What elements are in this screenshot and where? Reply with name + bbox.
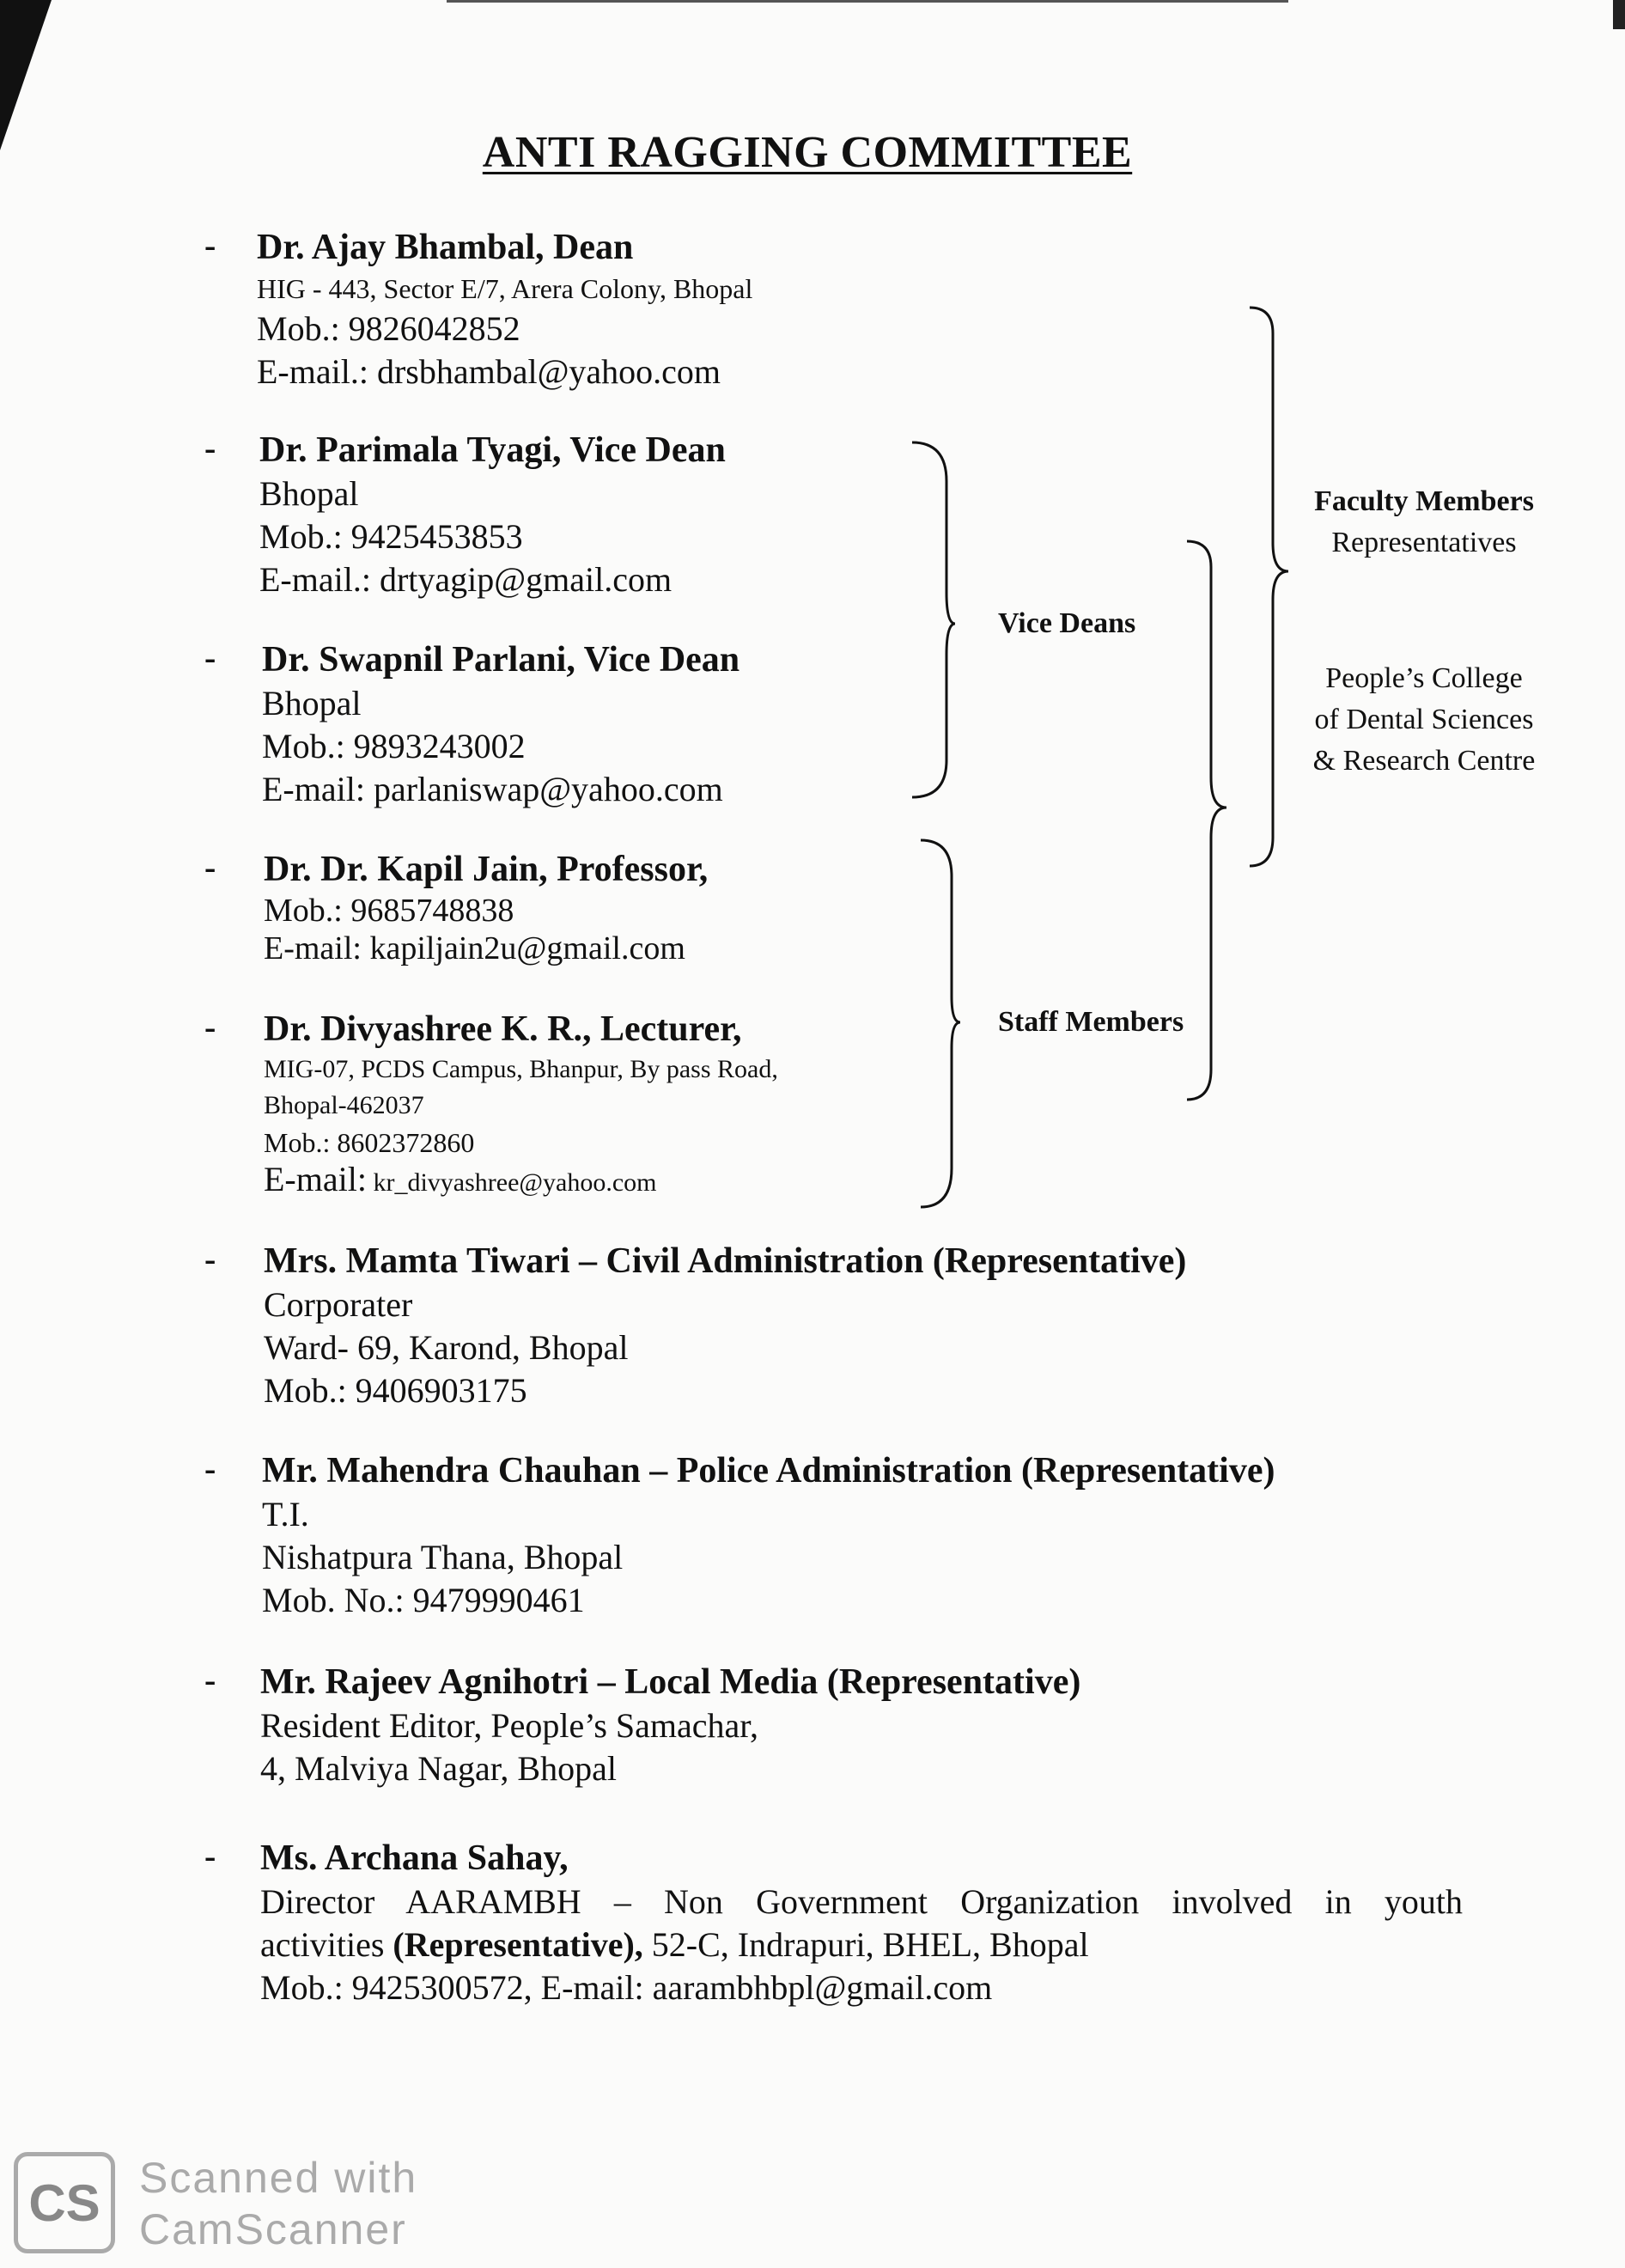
designation-prefix: activities <box>260 1925 393 1964</box>
member-address: 52-C, Indrapuri, BHEL, Bhopal <box>642 1925 1089 1964</box>
member-mobile: Mob.: 9425453853 <box>259 517 523 556</box>
member-address-city: Bhopal-462037 <box>264 1091 424 1119</box>
bullet-dash: - <box>204 1837 216 1875</box>
member-name: Ms. Archana Sahay, <box>260 1838 569 1878</box>
member-address: Nishatpura Thana, Bhopal <box>262 1538 624 1576</box>
bullet-dash: - <box>204 848 216 887</box>
faculty-label-line1: Faculty Members <box>1314 485 1534 517</box>
member-name: Mr. Mahendra Chauhan – Police Administration (Representative) <box>262 1451 1275 1491</box>
member-email: E-mail: kapiljain2u@gmail.com <box>264 930 685 966</box>
member-mobile: Mob.: 9893243002 <box>262 727 526 765</box>
college-label-line2: of Dental Sciences <box>1314 704 1534 735</box>
member-address: MIG-07, PCDS Campus, Bhanpur, By pass Road, <box>264 1055 778 1083</box>
camscanner-watermark <box>139 2152 417 2255</box>
member-email: kr_divyashree@yahoo.com <box>373 1168 657 1197</box>
member-mobile: Mob.: 9406903175 <box>264 1371 527 1410</box>
bullet-dash: - <box>204 1008 216 1046</box>
member-designation: Director AARAMBH – Non Government Organization involved in youth <box>260 1882 1463 1921</box>
faculty-label-line2: Representatives <box>1331 527 1517 558</box>
brace-members-outer <box>1250 308 1288 866</box>
member-email: E-mail.: drsbhambal@yahoo.com <box>257 352 721 391</box>
bullet-dash: - <box>204 429 216 467</box>
member-designation: Corporater <box>264 1285 413 1324</box>
watermark-line1: Scanned with <box>139 2154 418 2202</box>
college-label-line3: & Research Centre <box>1312 745 1536 777</box>
member-mobile: Mob. No.: 9479990461 <box>262 1581 585 1619</box>
representative-tag: (Representative), <box>393 1925 643 1964</box>
member-designation: T.I. <box>262 1495 309 1533</box>
member-address: Ward- 69, Karond, Bhopal <box>264 1328 629 1367</box>
watermark-line2: CamScanner <box>139 2205 407 2253</box>
member-name: Dr. Swapnil Parlani, Vice Dean <box>262 640 740 680</box>
member-mobile: Mob.: 8602372860 <box>264 1127 475 1158</box>
member-city: Bhopal <box>259 474 359 513</box>
bullet-dash: - <box>204 226 216 265</box>
member-designation: Resident Editor, People’s Samachar, <box>260 1706 758 1745</box>
member-name: Dr. Parimala Tyagi, Vice Dean <box>259 430 726 470</box>
brace-vice-deans <box>912 442 955 797</box>
member-name: Dr. Divyashree K. R., Lecturer, <box>264 1009 742 1049</box>
brace-members-inner <box>1187 541 1226 1100</box>
bullet-dash: - <box>204 638 216 677</box>
member-city: Bhopal <box>262 684 362 722</box>
member-name: Dr. Ajay Bhambal, Dean <box>257 228 634 267</box>
member-name: Dr. Dr. Kapil Jain, Professor, <box>264 850 709 889</box>
member-email-label: E-mail: <box>264 1160 367 1198</box>
member-mobile: Mob.: 9826042852 <box>257 309 520 348</box>
member-address: HIG - 443, Sector E/7, Arera Colony, Bhopal <box>257 273 753 304</box>
brace-staff-members <box>921 840 960 1207</box>
member-mobile: Mob.: 9685748838 <box>264 893 514 929</box>
member-contact: Mob.: 9425300572, E-mail: aarambhbpl@gmail.com <box>260 1968 993 2007</box>
group-label-vice-deans: Vice Deans <box>998 607 1136 639</box>
member-email: E-mail.: drtyagip@gmail.com <box>259 560 673 599</box>
bullet-dash: - <box>204 1449 216 1488</box>
member-name: Mrs. Mamta Tiwari – Civil Administration (Representative) <box>264 1241 1187 1281</box>
group-label-staff-members: Staff Members <box>998 1006 1184 1038</box>
member-name: Mr. Rajeev Agnihotri – Local Media (Representative) <box>260 1662 1081 1702</box>
page-title: ANTI RAGGING COMMITTEE <box>482 128 1133 177</box>
member-email: E-mail: parlaniswap@yahoo.com <box>262 770 723 808</box>
member-address: 4, Malviya Nagar, Bhopal <box>260 1749 617 1788</box>
college-label-line1: People’s College <box>1325 662 1523 694</box>
camscanner-logo: CS <box>14 2152 115 2253</box>
bullet-dash: - <box>204 1661 216 1699</box>
bullet-dash: - <box>204 1240 216 1278</box>
